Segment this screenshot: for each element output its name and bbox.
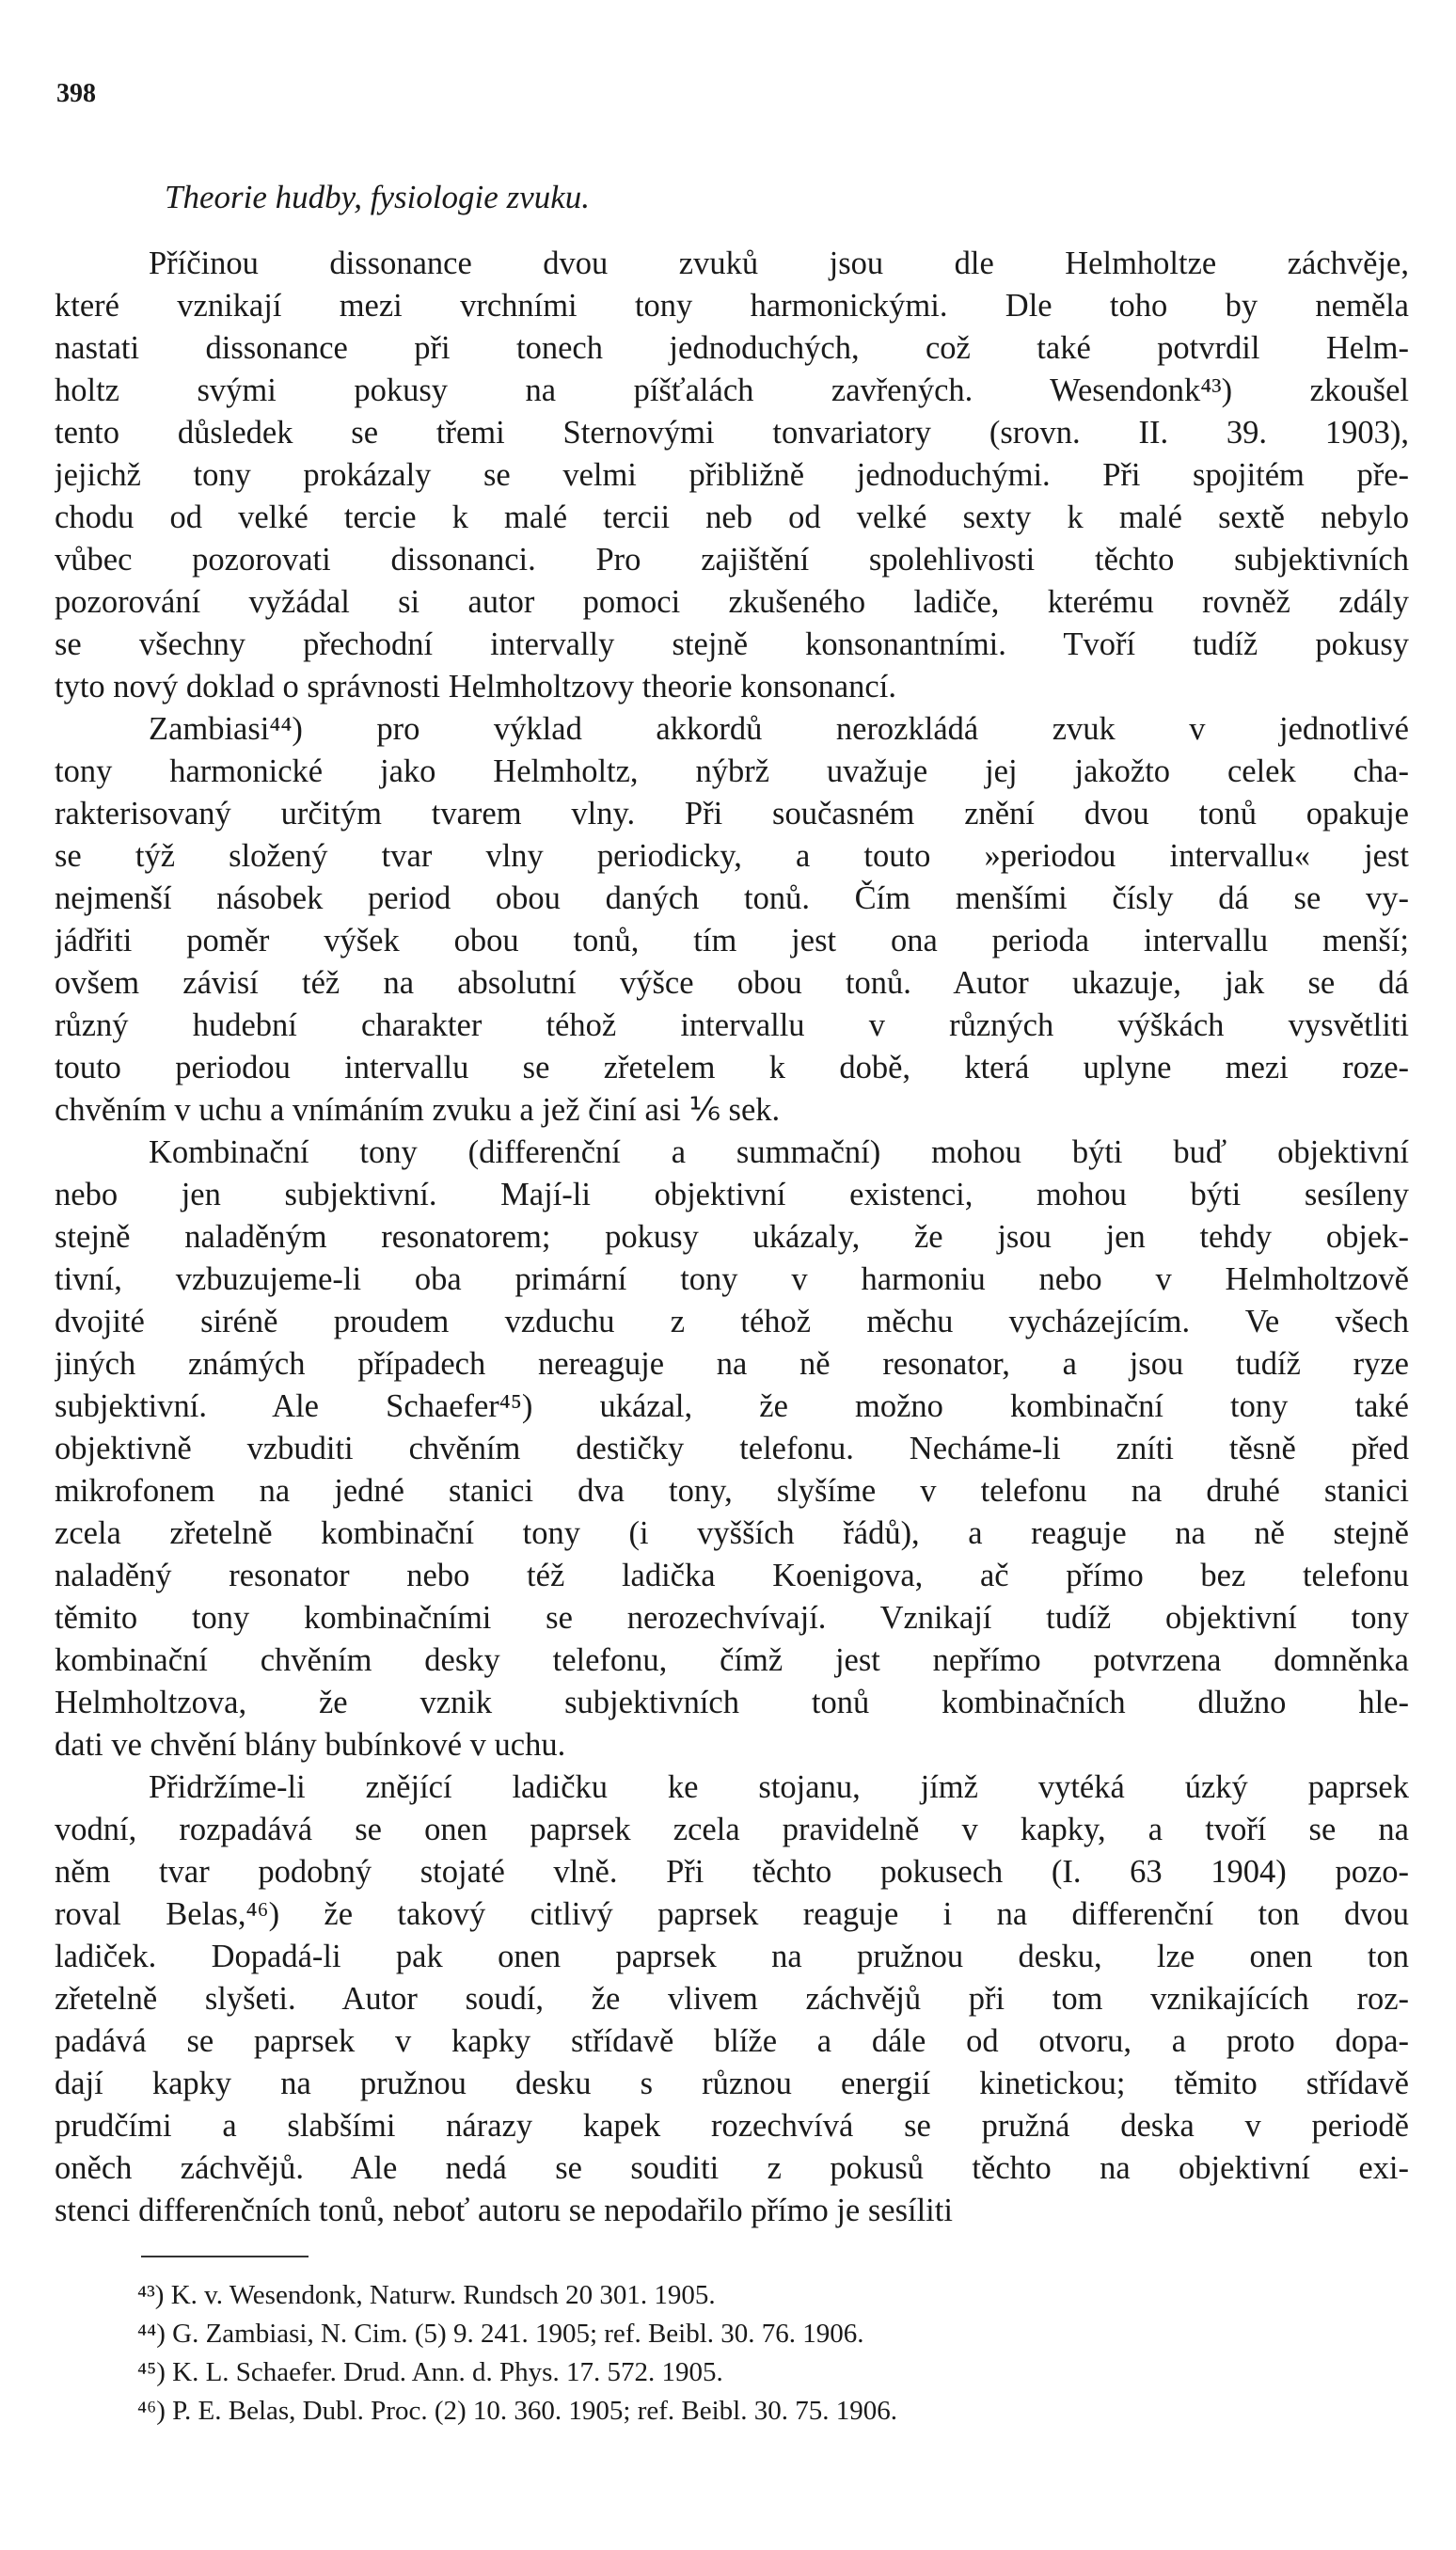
section-title: Theorie hudby, fysiologie zvuku. bbox=[165, 179, 591, 215]
text-line: něm tvar podobný stojaté vlně. Při těchto pokusech (I. 63 1904) pozo- bbox=[55, 1854, 1409, 1890]
text-line: stejně naladěným resonatorem; pokusy ukázaly, že jsou jen tehdy objek- bbox=[55, 1219, 1409, 1255]
text-line: objektivně vzbuditi chvěním destičky telefonu. Necháme-li zníti těsně před bbox=[55, 1431, 1409, 1466]
text-line: pozorování vyžádal si autor pomoci zkušeného ladiče, kterému rovněž zdály bbox=[55, 584, 1409, 620]
text-line: Přidržíme-li znějící ladičku ke stojanu, jímž vytéká úzký paprsek bbox=[149, 1769, 1409, 1805]
text-line: rakterisovaný určitým tvarem vlny. Při současném znění dvou tonů opakuje bbox=[55, 796, 1409, 832]
text-line: se týž složený tvar vlny periodicky, a touto »periodou intervallu« jest bbox=[55, 838, 1409, 874]
text-line: ovšem závisí též na absolutní výšce obou tonů. Autor ukazuje, jak se dá bbox=[55, 965, 1409, 1001]
text-line: naladěný resonator nebo též ladička Koenigova, ač přímo bez telefonu bbox=[55, 1558, 1409, 1593]
text-line: zřetelně slyšeti. Autor soudí, že vlivem záchvějů při tom vznikajících roz- bbox=[55, 1981, 1409, 2017]
text-line: které vznikají mezi vrchními tony harmonickými. Dle toho by neměla bbox=[55, 288, 1409, 324]
text-line: Kombinační tony (differenční a summační) mohou býti buď objektivní bbox=[149, 1134, 1409, 1170]
text-line: vůbec pozorovati dissonanci. Pro zajištění spolehlivosti těchto subjektivních bbox=[55, 542, 1409, 578]
page-number: 398 bbox=[56, 79, 96, 108]
text-line: jiných známých případech nereaguje na ně resonator, a jsou tudíž ryze bbox=[55, 1346, 1409, 1382]
text-line: chodu od velké tercie k malé tercii neb od velké sexty k malé sextě nebylo bbox=[55, 499, 1409, 535]
text-line: subjektivní. Ale Schaefer⁴⁵) ukázal, že možno kombinační tony také bbox=[55, 1388, 1409, 1424]
text-line: kombinační chvěním desky telefonu, čímž jest nepřímo potvrzena domněnka bbox=[55, 1642, 1409, 1678]
footnote: ⁴⁵) K. L. Schaefer. Drud. Ann. d. Phys. 17. 572. 1905. bbox=[137, 2357, 723, 2387]
text-line: holtz svými pokusy na píšťalách zavřených. Wesendonk⁴³) zkoušel bbox=[55, 372, 1409, 408]
footnote: ⁴⁴) G. Zambiasi, N. Cim. (5) 9. 241. 1905; ref. Beibl. 30. 76. 1906. bbox=[137, 2319, 864, 2349]
text-line: stenci differenčních tonů, neboť autoru se nepodařilo přímo je sesíliti bbox=[55, 2193, 953, 2228]
paragraph bbox=[55, 243, 1409, 708]
text-line: nebo jen subjektivní. Mají-li objektivní existenci, mohou býti sesíleny bbox=[55, 1177, 1409, 1212]
paragraph bbox=[55, 1766, 1409, 2232]
text-line: těmito tony kombinačními se nerozechvívají. Vznikají tudíž objektivní tony bbox=[55, 1600, 1409, 1636]
text-line: nastati dissonance při tonech jednoduchých, což také potvrdil Helm- bbox=[55, 330, 1409, 366]
text-line: chvěním v uchu a vnímáním zvuku a jež činí asi ⅙ sek. bbox=[55, 1092, 781, 1128]
text-line: se všechny přechodní intervally stejně konsonantními. Tvoří tudíž pokusy bbox=[55, 626, 1409, 662]
text-line: dají kapky na pružnou desku s různou energií kinetickou; těmito střídavě bbox=[55, 2066, 1409, 2101]
text-line: jejichž tony prokázaly se velmi přibližně jednoduchými. Při spojitém pře- bbox=[55, 457, 1409, 493]
text-line: prudčími a slabšími nárazy kapek rozechvívá se pružná deska v periodě bbox=[55, 2108, 1409, 2144]
text-line: tivní, vzbuzujeme-li oba primární tony v harmoniu nebo v Helmholtzově bbox=[55, 1261, 1409, 1297]
text-line: dvojité siréně proudem vzduchu z téhož měchu vycházejícím. Ve všech bbox=[55, 1304, 1409, 1339]
text-line: jádřiti poměr výšek obou tonů, tím jest ona perioda intervallu menší; bbox=[55, 923, 1409, 958]
text-line: tony harmonické jako Helmholtz, nýbrž uvažuje jej jakožto celek cha- bbox=[55, 753, 1409, 789]
paragraph bbox=[55, 1132, 1409, 1766]
footnote: ⁴⁶) P. E. Belas, Dubl. Proc. (2) 10. 360. 1905; ref. Beibl. 30. 75. 1906. bbox=[137, 2396, 897, 2426]
text-line: dati ve chvění blány bubínkové v uchu. bbox=[55, 1727, 566, 1763]
text-line: tyto nový doklad o správnosti Helmholtzovy theorie konsonancí. bbox=[55, 669, 896, 705]
text-line: Zambiasi⁴⁴) pro výklad akkordů nerozkládá zvuk v jednotlivé bbox=[149, 711, 1409, 747]
text-line: oněch záchvějů. Ale nedá se souditi z pokusů těchto na objektivní exi- bbox=[55, 2150, 1409, 2186]
footnote: ⁴³) K. v. Wesendonk, Naturw. Rundsch 20 301. 1905. bbox=[137, 2280, 716, 2310]
text-line: padává se paprsek v kapky střídavě blíže a dále od otvoru, a proto dopa- bbox=[55, 2023, 1409, 2059]
footnote-separator bbox=[141, 2256, 309, 2257]
text-line: roval Belas,⁴⁶) že takový citlivý paprsek reaguje i na differenční ton dvou bbox=[55, 1896, 1409, 1932]
text-line: Helmholtzova, že vznik subjektivních tonů kombinačních dlužno hle- bbox=[55, 1685, 1409, 1720]
text-line: tento důsledek se třemi Sternovými tonvariatory (srovn. II. 39. 1903), bbox=[55, 415, 1409, 451]
footnotes bbox=[137, 2276, 1304, 2431]
text-line: nejmenší násobek period obou daných tonů. Čím menšími čísly dá se vy- bbox=[55, 880, 1409, 916]
text-line: ladiček. Dopadá-li pak onen paprsek na pružnou desku, lze onen ton bbox=[55, 1939, 1409, 1974]
text-line: vodní, rozpadává se onen paprsek zcela pravidelně v kapky, a tvoří se na bbox=[55, 1812, 1409, 1847]
text-line: touto periodou intervallu se zřetelem k době, která uplyne mezi roze- bbox=[55, 1050, 1409, 1085]
text-line: Příčinou dissonance dvou zvuků jsou dle Helmholtze záchvěje, bbox=[149, 245, 1409, 281]
paragraph bbox=[55, 708, 1409, 1132]
text-line: zcela zřetelně kombinační tony (i vyšších řádů), a reaguje na ně stejně bbox=[55, 1515, 1409, 1551]
text-line: mikrofonem na jedné stanici dva tony, slyšíme v telefonu na druhé stanici bbox=[55, 1473, 1409, 1509]
body-text bbox=[55, 243, 1409, 2232]
text-line: různý hudební charakter téhož intervallu v různých výškách vysvětliti bbox=[55, 1007, 1409, 1043]
